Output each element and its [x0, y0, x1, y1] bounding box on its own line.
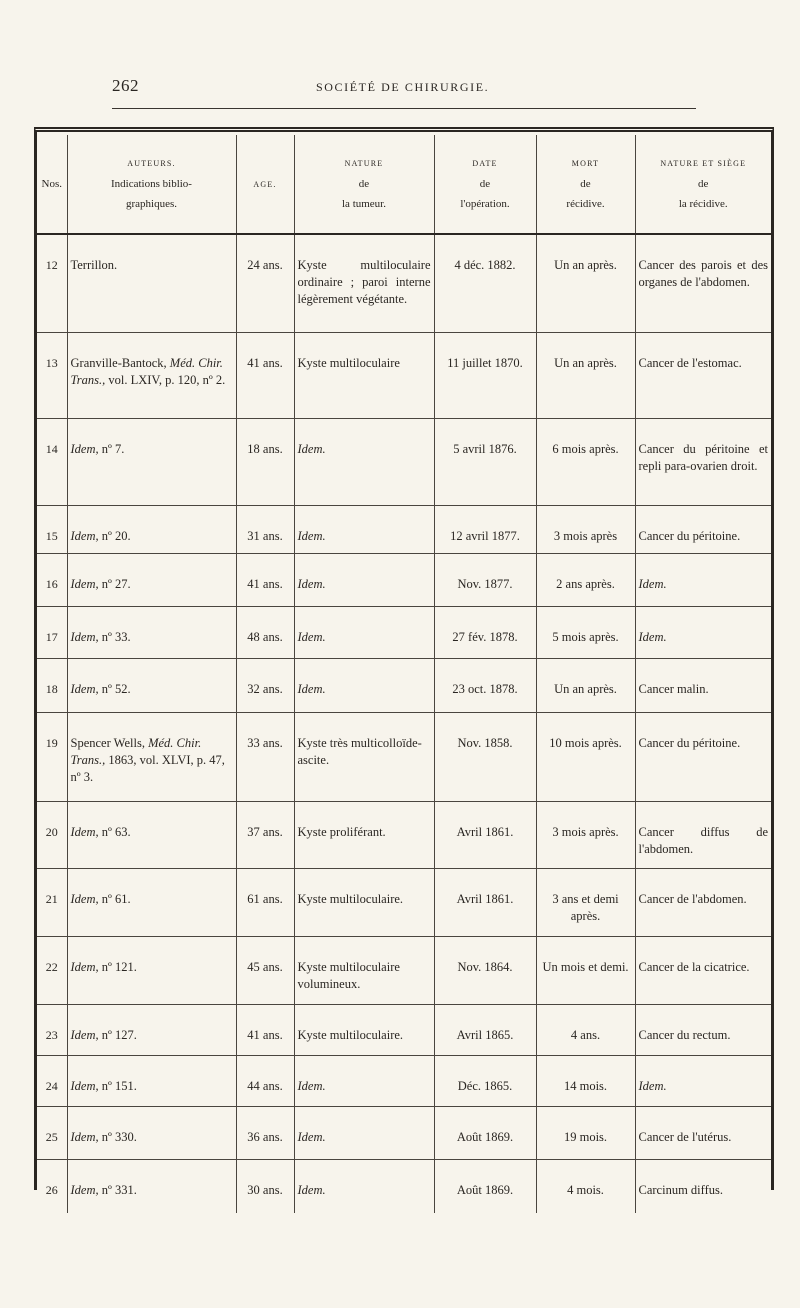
age-cell: 41 ans. [236, 1004, 294, 1055]
tumor-nature-cell: Idem. [294, 505, 434, 553]
citation-detail: nº 151. [101, 1078, 137, 1093]
table-row [37, 658, 771, 712]
header-rule [112, 108, 696, 109]
recurrence-cell: Cancer des parois et des organes de l'abdomen. [635, 234, 771, 332]
age-cell: 45 ans. [236, 936, 294, 1004]
table-row [37, 1055, 771, 1106]
col-header-age-label: AGE. [253, 179, 277, 189]
case-number: 21 [37, 868, 67, 936]
death-cell: Un an après. [536, 234, 635, 332]
operation-date-cell: Août 1869. [434, 1106, 536, 1159]
recurrence-cell: Cancer diffus de l'abdomen. [635, 801, 771, 868]
tumor-nature-cell: Idem. [294, 418, 434, 505]
operation-date-cell: 5 avril 1876. [434, 418, 536, 505]
case-number: 18 [37, 658, 67, 712]
operation-date-cell: 23 oct. 1878. [434, 658, 536, 712]
table-row [37, 936, 771, 1004]
recurrence-cell: Idem. [635, 1055, 771, 1106]
age-cell: 41 ans. [236, 332, 294, 418]
col-header-recidive-de: de [698, 178, 709, 190]
recurrence-cell: Cancer du rectum. [635, 1004, 771, 1055]
tumor-nature-cell: Idem. [294, 658, 434, 712]
table-row [37, 868, 771, 936]
col-header-date [434, 135, 536, 234]
author-name: Idem, [70, 891, 99, 906]
case-number: 23 [37, 1004, 67, 1055]
author-cell [67, 801, 236, 868]
citation-detail: nº 61. [101, 891, 131, 906]
author-cell [67, 505, 236, 553]
case-number: 14 [37, 418, 67, 505]
recurrence-cell: Idem. [635, 606, 771, 658]
death-cell: Un an après. [536, 658, 635, 712]
col-header-mort-line3: récidive. [566, 198, 605, 210]
author-name: Idem, [70, 576, 99, 591]
age-cell: 30 ans. [236, 1159, 294, 1213]
author-name: Idem, [70, 528, 99, 543]
author-cell [67, 1004, 236, 1055]
recurrence-cell: Cancer de l'utérus. [635, 1106, 771, 1159]
table-row [37, 418, 771, 505]
death-cell: Un mois et demi. [536, 936, 635, 1004]
case-number: 22 [37, 936, 67, 1004]
case-number: 19 [37, 712, 67, 801]
age-cell: 37 ans. [236, 801, 294, 868]
death-cell: 6 mois après. [536, 418, 635, 505]
author-name: Idem, [70, 1027, 99, 1042]
citation-detail: vol. LXIV, p. 120, nº 2. [108, 372, 226, 387]
table-row [37, 801, 771, 868]
journal-title: Méd. Chir. Trans., [70, 735, 202, 767]
author-cell [67, 234, 236, 332]
death-cell: 3 mois après [536, 505, 635, 553]
case-number: 16 [37, 553, 67, 606]
recurrence-cell: Cancer de l'estomac. [635, 332, 771, 418]
citation-detail: nº 63. [101, 824, 131, 839]
operation-date-cell: Nov. 1864. [434, 936, 536, 1004]
case-number: 12 [37, 234, 67, 332]
table-header-row [37, 135, 771, 234]
col-header-mort [536, 135, 635, 234]
author-cell [67, 936, 236, 1004]
age-cell: 48 ans. [236, 606, 294, 658]
col-header-auteurs [67, 135, 236, 234]
recurrence-cell: Idem. [635, 553, 771, 606]
author-name: Idem, [70, 681, 99, 696]
running-head: SOCIÉTÉ DE CHIRURGIE. [316, 80, 490, 94]
recurrence-cell: Cancer du péritoine. [635, 712, 771, 801]
author-cell [67, 1055, 236, 1106]
tumor-nature-cell: Kyste multiloculaire volumineux. [294, 936, 434, 1004]
table-row [37, 505, 771, 553]
death-cell: 4 ans. [536, 1004, 635, 1055]
col-header-auteurs-line3: graphiques. [125, 198, 177, 210]
recurrence-cell: Cancer de la cicatrice. [635, 936, 771, 1004]
table-row [37, 712, 771, 801]
operation-date-cell: Août 1869. [434, 1159, 536, 1213]
table-row [37, 332, 771, 418]
col-header-no-label: Nos. [41, 178, 62, 190]
tumor-nature-cell: Kyste multiloculaire. [294, 1004, 434, 1055]
age-cell: 32 ans. [236, 658, 294, 712]
case-number: 13 [37, 332, 67, 418]
citation-detail: nº 121. [101, 959, 137, 974]
operation-date-cell: 27 fév. 1878. [434, 606, 536, 658]
col-header-mort-title: MORT [571, 159, 600, 168]
author-name: Idem, [70, 441, 99, 456]
author-name: Spencer Wells, [70, 735, 145, 750]
recurrence-cell: Carcinum diffus. [635, 1159, 771, 1213]
death-cell: 14 mois. [536, 1055, 635, 1106]
author-name: Idem, [70, 959, 99, 974]
death-cell: 3 ans et demi après. [536, 868, 635, 936]
citation-detail: nº 27. [101, 576, 131, 591]
operation-date-cell: 4 déc. 1882. [434, 234, 536, 332]
table-row [37, 234, 771, 332]
operation-date-cell: Avril 1861. [434, 801, 536, 868]
citation-detail: nº 20. [101, 528, 131, 543]
citation-detail: nº 127. [101, 1027, 137, 1042]
tumor-nature-cell: Kyste multiloculaire. [294, 868, 434, 936]
page-number: 262 [112, 76, 139, 95]
col-header-nature-title: NATURE [344, 159, 384, 168]
death-cell: 10 mois après. [536, 712, 635, 801]
death-cell: 4 mois. [536, 1159, 635, 1213]
tumor-nature-cell: Kyste multiloculaire [294, 332, 434, 418]
case-number: 15 [37, 505, 67, 553]
author-name: Idem, [70, 629, 99, 644]
col-header-no [37, 135, 67, 234]
col-header-recidive-title: NATURE ET SIÈGE [660, 159, 747, 168]
death-cell: 3 mois après. [536, 801, 635, 868]
operation-date-cell: 12 avril 1877. [434, 505, 536, 553]
age-cell: 61 ans. [236, 868, 294, 936]
col-header-date-title: DATE [472, 159, 498, 168]
author-cell [67, 658, 236, 712]
col-header-recidive [635, 135, 771, 234]
case-number: 17 [37, 606, 67, 658]
death-cell: 5 mois après. [536, 606, 635, 658]
operation-date-cell: Avril 1861. [434, 868, 536, 936]
tumor-nature-cell: Idem. [294, 1106, 434, 1159]
tumor-nature-cell: Kyste multiloculaire ordinaire ; paroi interne légèrement végétante. [294, 234, 434, 332]
operation-date-cell: Nov. 1877. [434, 553, 536, 606]
operation-date-cell: Nov. 1858. [434, 712, 536, 801]
recurrence-cell: Cancer malin. [635, 658, 771, 712]
author-cell [67, 1106, 236, 1159]
death-cell: 19 mois. [536, 1106, 635, 1159]
recurrence-cell: Cancer de l'abdomen. [635, 868, 771, 936]
tumor-nature-cell: Kyste très multicolloïde-ascite. [294, 712, 434, 801]
tumor-nature-cell: Kyste proliférant. [294, 801, 434, 868]
age-cell: 41 ans. [236, 553, 294, 606]
citation-detail: nº 52. [101, 681, 131, 696]
author-cell [67, 712, 236, 801]
table-row [37, 1004, 771, 1055]
col-header-date-de: de [479, 178, 491, 190]
age-cell: 33 ans. [236, 712, 294, 801]
case-table [37, 135, 771, 1213]
case-number: 26 [45, 1182, 58, 1197]
col-header-nature [294, 135, 434, 234]
tumor-nature-cell: Idem. [294, 1159, 434, 1213]
col-header-nature-line3: la tumeur. [342, 198, 386, 210]
journal-title: Méd. Chir. Trans., [70, 355, 223, 387]
col-header-mort-de: de [580, 178, 591, 190]
operation-date-cell: 11 juillet 1870. [434, 332, 536, 418]
author-cell [67, 868, 236, 936]
col-header-age [236, 135, 294, 234]
age-cell: 44 ans. [236, 1055, 294, 1106]
age-cell: 24 ans. [236, 234, 294, 332]
author-name: Terrillon. [70, 258, 118, 272]
table-row [37, 553, 771, 606]
col-header-auteurs-line2: Indications biblio- [111, 178, 192, 190]
citation-detail: nº 33. [101, 629, 131, 644]
author-name: Idem, [70, 824, 99, 839]
death-cell: Un an après. [536, 332, 635, 418]
author-cell [67, 553, 236, 606]
table-row [37, 606, 771, 658]
citation-detail: nº 331. [101, 1182, 137, 1197]
table-row [37, 1159, 771, 1213]
citation-detail: nº 330. [101, 1129, 137, 1144]
age-cell: 31 ans. [236, 505, 294, 553]
tumor-nature-cell: Idem. [294, 553, 434, 606]
citation-detail: nº 7. [101, 441, 125, 456]
tumor-nature-cell: Idem. [294, 606, 434, 658]
operation-date-cell: Déc. 1865. [434, 1055, 536, 1106]
col-header-date-line3: l'opération. [460, 198, 510, 210]
author-name: Idem, [70, 1182, 99, 1197]
tumor-nature-cell: Idem. [294, 1055, 434, 1106]
col-header-auteurs-title: AUTEURS. [127, 159, 176, 168]
author-name: Idem, [70, 1129, 99, 1144]
age-cell: 36 ans. [236, 1106, 294, 1159]
case-number: 25 [37, 1106, 67, 1159]
author-cell [67, 332, 236, 418]
citation-detail: 1863, vol. XLVI, p. 47, nº 3. [70, 752, 225, 784]
operation-date-cell: Avril 1865. [434, 1004, 536, 1055]
table-row [37, 1106, 771, 1159]
author-name: Idem, [70, 1078, 99, 1093]
col-header-recidive-line3: la récidive. [678, 198, 728, 210]
age-cell: 18 ans. [236, 418, 294, 505]
author-cell [67, 418, 236, 505]
case-number: 20 [37, 801, 67, 868]
author-cell [67, 606, 236, 658]
col-header-nature-de: de [358, 178, 370, 190]
author-name: Granville-Bantock, [70, 355, 167, 370]
author-cell [67, 1159, 236, 1213]
death-cell: 2 ans après. [536, 553, 635, 606]
recurrence-cell: Cancer du péritoine. [635, 505, 771, 553]
case-number: 24 [37, 1055, 67, 1106]
recurrence-cell: Cancer du péritoine et repli para-ovarien droit. [635, 418, 771, 505]
